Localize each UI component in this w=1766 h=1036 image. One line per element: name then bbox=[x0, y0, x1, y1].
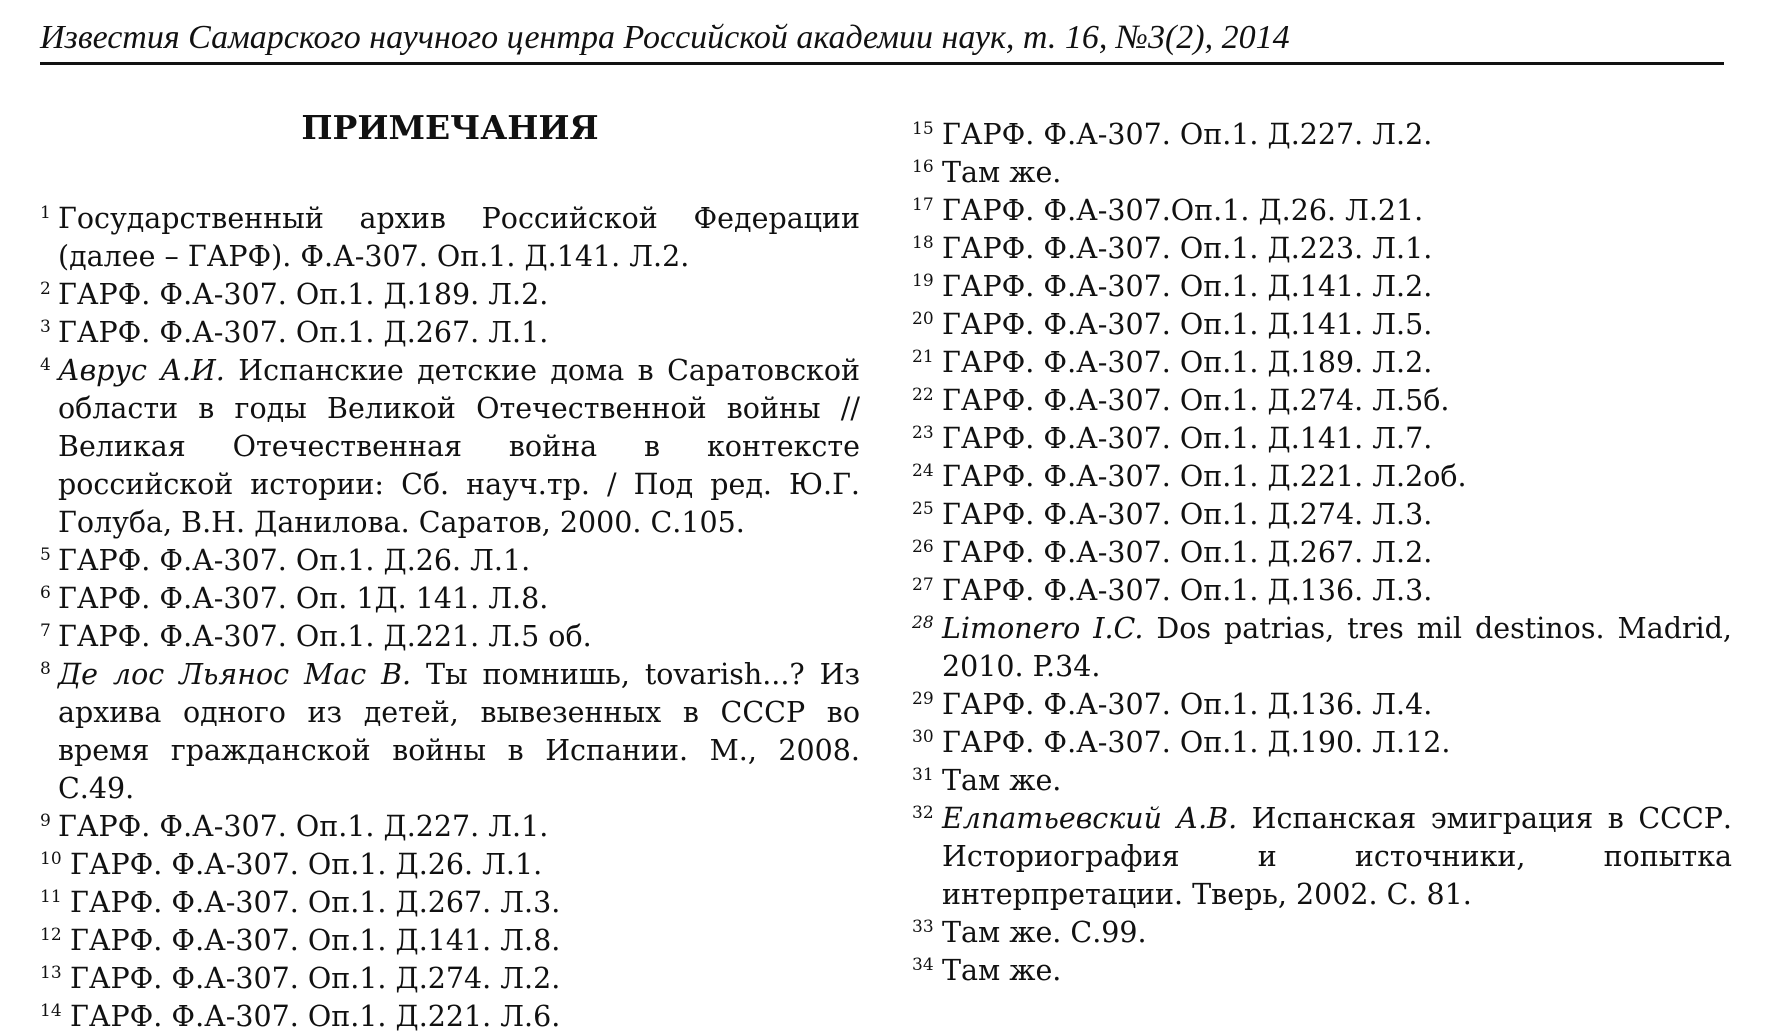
footnote-number: 33 bbox=[912, 917, 934, 937]
footnote-number: 10 bbox=[40, 849, 62, 869]
footnote-number: 1 bbox=[40, 203, 51, 223]
footnote-text bbox=[942, 420, 1732, 458]
footnote-body: ГАРФ. Ф.А-307.Оп.1. Д.26. Л.21. bbox=[942, 194, 1424, 227]
footnote bbox=[912, 534, 1732, 572]
footnote-text bbox=[942, 724, 1732, 762]
footnote-author: Limonero I.C. bbox=[942, 612, 1144, 645]
footnote-text bbox=[70, 846, 860, 884]
footnote-number: 27 bbox=[912, 575, 934, 595]
footnote bbox=[912, 268, 1732, 306]
footnote-number: 17 bbox=[912, 195, 934, 215]
footnote-body: ГАРФ. Ф.А-307. Оп.1. Д.141. Л.8. bbox=[70, 924, 561, 957]
footnote-text bbox=[942, 914, 1732, 952]
footnote bbox=[912, 420, 1732, 458]
footnote-number: 7 bbox=[40, 621, 51, 641]
footnote-text bbox=[58, 314, 860, 352]
notes-heading: ПРИМЕЧАНИЯ bbox=[301, 108, 599, 147]
footnote-text bbox=[942, 534, 1732, 572]
notes-list-right bbox=[912, 116, 1732, 990]
footnote bbox=[40, 656, 860, 808]
footnote-number: 9 bbox=[40, 811, 51, 831]
footnote-body: Dos patrias, tres mil destinos. Madrid, 2010. P.34. bbox=[942, 612, 1732, 683]
footnote bbox=[912, 952, 1732, 990]
footnote-body: ГАРФ. Ф.А-307. Оп.1. Д.227. Л.1. bbox=[58, 810, 549, 843]
footnote-number: 24 bbox=[912, 461, 934, 481]
footnote-number: 22 bbox=[912, 385, 934, 405]
footnote-body: ГАРФ. Ф.А-307. Оп.1. Д.221. Л.5 об. bbox=[58, 620, 592, 653]
footnote bbox=[40, 200, 860, 276]
footnote-number: 31 bbox=[912, 765, 934, 785]
footnote-number: 14 bbox=[40, 1001, 62, 1021]
footnote-number: 8 bbox=[40, 659, 51, 679]
footnote-number: 21 bbox=[912, 347, 934, 367]
footnote-body: ГАРФ. Ф.А-307. Оп.1. Д.26. Л.1. bbox=[58, 544, 531, 577]
footnote-body: ГАРФ. Ф.А-307. Оп. 1Д. 141. Л.8. bbox=[58, 582, 549, 615]
footnote bbox=[40, 884, 860, 922]
footnote-text bbox=[70, 998, 860, 1036]
footnote-number: 2 bbox=[40, 279, 51, 299]
footnote bbox=[912, 382, 1732, 420]
footnote-number: 15 bbox=[912, 119, 934, 139]
footnote-number: 16 bbox=[912, 157, 934, 177]
footnote-text bbox=[942, 800, 1732, 914]
footnote-text bbox=[70, 960, 860, 998]
footnote-number: 28 bbox=[912, 613, 934, 633]
footnote-body: Ты помнишь, tovarish...? Из архива одного из детей, вывезенных в СССР во время гражданской войны в Испании. М., 2008. С.49. bbox=[58, 658, 860, 805]
footnote-number: 19 bbox=[912, 271, 934, 291]
footnote bbox=[40, 922, 860, 960]
footnote-text bbox=[58, 542, 860, 580]
footnote-body: ГАРФ. Ф.А-307. Оп.1. Д.26. Л.1. bbox=[70, 848, 543, 881]
footnote-body: ГАРФ. Ф.А-307. Оп.1. Д.141. Л.7. bbox=[942, 422, 1433, 455]
footnote bbox=[40, 276, 860, 314]
footnote-text bbox=[58, 808, 860, 846]
footnote-number: 26 bbox=[912, 537, 934, 557]
footnote bbox=[40, 618, 860, 656]
footnote-number: 32 bbox=[912, 803, 934, 823]
footnote bbox=[912, 762, 1732, 800]
footnote bbox=[912, 458, 1732, 496]
footnote bbox=[40, 846, 860, 884]
footnote-body: Там же. bbox=[942, 156, 1062, 189]
footnote bbox=[40, 314, 860, 352]
footnote bbox=[912, 914, 1732, 952]
footnote-number: 11 bbox=[40, 887, 62, 907]
footnote-text bbox=[58, 276, 860, 314]
footnote bbox=[912, 572, 1732, 610]
footnote bbox=[912, 344, 1732, 382]
footnote-text bbox=[942, 268, 1732, 306]
footnote-body: Там же. bbox=[942, 954, 1062, 987]
footnote-author: Аврус А.И. bbox=[58, 354, 225, 387]
footnote-body: ГАРФ. Ф.А-307. Оп.1. Д.221. Л.2об. bbox=[942, 460, 1467, 493]
notes-list-left bbox=[40, 200, 860, 1036]
footnote bbox=[40, 960, 860, 998]
footnote bbox=[912, 154, 1732, 192]
footnote-text bbox=[58, 580, 860, 618]
footnote-number: 34 bbox=[912, 955, 934, 975]
footnote-body: ГАРФ. Ф.А-307. Оп.1. Д.274. Л.5б. bbox=[942, 384, 1450, 417]
footnote-number: 6 bbox=[40, 583, 51, 603]
footnote-text bbox=[942, 496, 1732, 534]
footnote bbox=[40, 808, 860, 846]
footnote-body: ГАРФ. Ф.А-307. Оп.1. Д.141. Л.2. bbox=[942, 270, 1433, 303]
footnote-body: ГАРФ. Ф.А-307. Оп.1. Д.274. Л.3. bbox=[942, 498, 1433, 531]
footnote-number: 20 bbox=[912, 309, 934, 329]
footnote-text bbox=[942, 686, 1732, 724]
footnote-text bbox=[942, 382, 1732, 420]
footnote-body: Государственный архив Российской Федерации (далее – ГАРФ). Ф.А-307. Оп.1. Д.141. Л.2. bbox=[58, 202, 860, 273]
footnote bbox=[40, 542, 860, 580]
footnote-body: ГАРФ. Ф.А-307. Оп.1. Д.189. Л.2. bbox=[942, 346, 1433, 379]
footnote-number: 3 bbox=[40, 317, 51, 337]
footnote-number: 30 bbox=[912, 727, 934, 747]
footnote-body: ГАРФ. Ф.А-307. Оп.1. Д.267. Л.1. bbox=[58, 316, 549, 349]
footnote bbox=[912, 686, 1732, 724]
footnote-body: ГАРФ. Ф.А-307. Оп.1. Д.267. Л.2. bbox=[942, 536, 1433, 569]
footnote-author: Де лос Льянос Мас В. bbox=[58, 658, 412, 691]
footnote-body: ГАРФ. Ф.А-307. Оп.1. Д.223. Л.1. bbox=[942, 232, 1433, 265]
footnote-body: ГАРФ. Ф.А-307. Оп.1. Д.136. Л.3. bbox=[942, 574, 1433, 607]
footnote-text bbox=[942, 762, 1732, 800]
footnote bbox=[912, 610, 1732, 686]
footnote-body: ГАРФ. Ф.А-307. Оп.1. Д.227. Л.2. bbox=[942, 118, 1433, 151]
footnote-text bbox=[70, 922, 860, 960]
footnote bbox=[912, 230, 1732, 268]
footnote-body: ГАРФ. Ф.А-307. Оп.1. Д.136. Л.4. bbox=[942, 688, 1433, 721]
footnote-body: ГАРФ. Ф.А-307. Оп.1. Д.267. Л.3. bbox=[70, 886, 561, 919]
footnote-number: 13 bbox=[40, 963, 62, 983]
footnote-number: 12 bbox=[40, 925, 62, 945]
footnote-body: Испанская эмиграция в СССР. Историография и источники, попытка интерпретации. Тверь, 2002. С. 81. bbox=[942, 802, 1732, 911]
footnote-body: ГАРФ. Ф.А-307. Оп.1. Д.190. Л.12. bbox=[942, 726, 1451, 759]
footnote-number: 4 bbox=[40, 355, 51, 375]
notes-column-right bbox=[912, 116, 1732, 990]
footnote-number: 23 bbox=[912, 423, 934, 443]
footnote-text bbox=[942, 154, 1732, 192]
footnote bbox=[912, 800, 1732, 914]
footnote-text bbox=[70, 884, 860, 922]
footnote-text bbox=[942, 116, 1732, 154]
footnote-body: Испанские детские дома в Саратовской области в годы Великой Отечественной войны // Великая Отечественная война в контексте российской истории: Сб. науч.тр. / Под ред. Ю.Г. Голуба, В.Н. Данилова. Саратов, 2000. С.105. bbox=[58, 354, 860, 539]
footnote-text bbox=[942, 458, 1732, 496]
footnote bbox=[912, 306, 1732, 344]
footnote-text bbox=[942, 610, 1732, 686]
footnote bbox=[912, 724, 1732, 762]
footnote-body: Там же. С.99. bbox=[942, 916, 1147, 949]
footnote-text bbox=[58, 618, 860, 656]
footnote-body: ГАРФ. Ф.А-307. Оп.1. Д.274. Л.2. bbox=[70, 962, 561, 995]
footnote bbox=[912, 496, 1732, 534]
footnote-text bbox=[942, 344, 1732, 382]
footnote-number: 29 bbox=[912, 689, 934, 709]
journal-title: Известия Самарского научного центра Российской академии наук, т. 16, №3(2), 2014 bbox=[40, 19, 1290, 56]
footnote-text bbox=[942, 952, 1732, 990]
footnote bbox=[40, 352, 860, 542]
footnote-text bbox=[58, 656, 860, 808]
footnote bbox=[912, 116, 1732, 154]
footnote-number: 5 bbox=[40, 545, 51, 565]
footnote-text bbox=[942, 572, 1732, 610]
notes-column-left bbox=[40, 100, 860, 1036]
footnote-text bbox=[942, 230, 1732, 268]
footnote-body: ГАРФ. Ф.А-307. Оп.1. Д.221. Л.6. bbox=[70, 1000, 561, 1033]
footnote-text bbox=[942, 306, 1732, 344]
footnote-body: ГАРФ. Ф.А-307. Оп.1. Д.189. Л.2. bbox=[58, 278, 549, 311]
footnote bbox=[912, 192, 1732, 230]
footnote-number: 25 bbox=[912, 499, 934, 519]
journal-header bbox=[40, 14, 1724, 65]
footnote-body: ГАРФ. Ф.А-307. Оп.1. Д.141. Л.5. bbox=[942, 308, 1433, 341]
footnote-text bbox=[58, 352, 860, 542]
footnote-body: Там же. bbox=[942, 764, 1062, 797]
footnote-author: Елпатьевский А.В. bbox=[942, 802, 1238, 835]
footnote-text bbox=[942, 192, 1732, 230]
footnote-text bbox=[58, 200, 860, 276]
footnote bbox=[40, 998, 860, 1036]
footnote bbox=[40, 580, 860, 618]
footnote-number: 18 bbox=[912, 233, 934, 253]
